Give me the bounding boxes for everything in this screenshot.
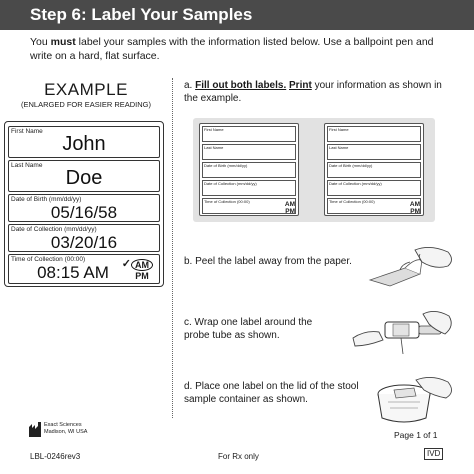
- date-of-collection-field: Date of Collection (mm/dd/yy) 03/20/16: [8, 224, 160, 252]
- blank-label-1: First Name Last Name Date of Birth (mm/dd/yy) Date of Collection (mm/dd/yy) Time of Collection (00:00) AM PM: [199, 123, 299, 216]
- manufacturer-icon: [28, 420, 42, 438]
- pm-option: PM: [135, 271, 149, 281]
- first-name-field: First Name John: [8, 126, 160, 158]
- print-emphasis: Print: [289, 80, 312, 91]
- date-of-birth-value: 05/16/58: [50, 203, 118, 222]
- time-of-collection-field: Time of Collection (00:00) 08:15 AM ✓ AM PM: [8, 254, 160, 284]
- label-sheet: [193, 118, 435, 222]
- ivd-badge: IVD: [424, 448, 443, 460]
- column-divider: [172, 78, 173, 418]
- container-lid-illustration: [360, 372, 460, 428]
- company-info: Exact Sciences Madison, WI USA: [44, 422, 88, 435]
- step-c: c. Wrap one label around the probe tube as shown.: [184, 317, 313, 341]
- step-b: b. Peel the label away from the paper.: [184, 256, 352, 267]
- am-circled: AM: [131, 259, 153, 271]
- step-a: a. Fill out both labels. Print your information as shown in the example.: [184, 80, 442, 104]
- time-of-collection-value: 08:15 AM: [37, 263, 109, 282]
- intro-text: You must label your samples with the information listed below. Use a ballpoint pen and write on a hard, flat surface.: [30, 36, 434, 62]
- blank-label-2: First Name Last Name Date of Birth (mm/dd/yy) Date of Collection (mm/dd/yy) Time of Collection (00:00) AM PM: [324, 123, 424, 216]
- first-name-value: John: [62, 133, 106, 155]
- date-of-birth-field: Date of Birth (mm/dd/yy) 05/16/58: [8, 194, 160, 222]
- emphasis-must: must: [50, 36, 76, 48]
- page-number: Page 1 of 1: [394, 430, 438, 440]
- fill-out-both-labels: Fill out both labels.: [195, 80, 287, 91]
- example-subtitle: (ENLARGED FOR EASIER READING): [20, 100, 152, 109]
- checkmark-icon: ✓: [121, 258, 131, 270]
- am-pm-selector: [129, 259, 155, 281]
- document-ref: LBL-0246rev3: [30, 452, 81, 461]
- wrap-tube-illustration: [345, 300, 460, 360]
- page-title: Step 6: Label Your Samples: [30, 5, 253, 24]
- example-label-card: [4, 121, 164, 287]
- date-of-collection-value: 03/20/16: [50, 233, 118, 252]
- step-d: d. Place one label on the lid of the stool sample container as shown.: [184, 381, 359, 405]
- last-name-value: Doe: [65, 167, 103, 189]
- last-name-field: Last Name Doe: [8, 160, 160, 192]
- page-header: [0, 0, 474, 30]
- rx-only: For Rx only: [218, 452, 259, 461]
- example-title: EXAMPLE: [44, 80, 128, 99]
- peel-label-illustration: [360, 240, 460, 290]
